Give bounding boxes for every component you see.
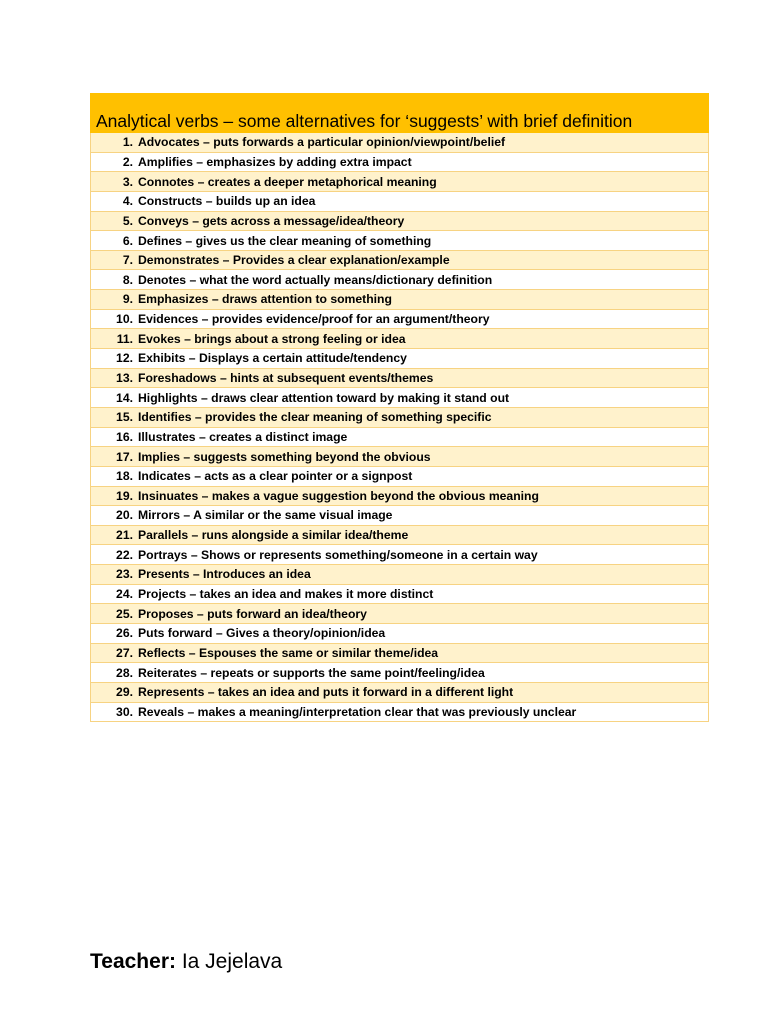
row-number: 8. [122, 272, 133, 287]
row-number: 23. [116, 567, 133, 582]
row-text: Defines – gives us the clear meaning of something [138, 233, 432, 248]
table-row [90, 506, 709, 526]
row-text: Proposes – puts forward an idea/theory [138, 606, 367, 621]
row-number: 15. [116, 410, 133, 425]
row-number: 16. [116, 429, 133, 444]
table-row [90, 408, 709, 428]
row-number: 7. [122, 253, 133, 268]
row-number: 3. [122, 174, 133, 189]
table-row [90, 192, 709, 212]
teacher-name: Ia Jejelava [181, 950, 283, 973]
row-number: 9. [122, 292, 133, 307]
row-text: Reveals – makes a meaning/interpretation clear that was previously unclear [138, 704, 577, 719]
row-text: Parallels – runs alongside a similar idea/theme [138, 528, 409, 543]
row-text: Illustrates – creates a distinct image [138, 429, 348, 444]
table-row [90, 310, 709, 330]
table-row [90, 251, 709, 271]
table-row [90, 526, 709, 546]
table-row [90, 644, 709, 664]
row-text: Denotes – what the word actually means/dictionary definition [138, 272, 493, 287]
row-number: 27. [116, 645, 133, 660]
row-text: Implies – suggests something beyond the obvious [138, 449, 431, 464]
table-row [90, 545, 709, 565]
row-text: Indicates – acts as a clear pointer or a signpost [138, 469, 413, 484]
row-text: Presents – Introduces an idea [138, 567, 311, 582]
teacher-line [90, 950, 282, 974]
table-row [90, 133, 709, 153]
row-text: Exhibits – Displays a certain attitude/tendency [138, 351, 407, 366]
table-row [90, 683, 709, 703]
row-text: Reiterates – repeats or supports the same point/feeling/idea [138, 665, 485, 680]
row-number: 20. [116, 508, 133, 523]
row-number: 25. [116, 606, 133, 621]
row-number: 19. [116, 488, 133, 503]
row-number: 30. [116, 704, 133, 719]
row-text: Evokes – brings about a strong feeling or idea [138, 331, 406, 346]
teacher-label: Teacher: [90, 950, 176, 973]
table-row [90, 604, 709, 624]
table-row [90, 270, 709, 290]
row-text: Projects – takes an idea and makes it more distinct [138, 587, 434, 602]
table-row [90, 369, 709, 389]
row-number: 28. [116, 665, 133, 680]
row-text: Demonstrates – Provides a clear explanation/example [138, 253, 450, 268]
row-text: Emphasizes – draws attention to something [138, 292, 392, 307]
row-text: Insinuates – makes a vague suggestion beyond the obvious meaning [138, 488, 539, 503]
row-number: 22. [116, 547, 133, 562]
row-text: Connotes – creates a deeper metaphorical meaning [138, 174, 437, 189]
table-row [90, 624, 709, 644]
row-number: 6. [122, 233, 133, 248]
table-row [90, 231, 709, 251]
row-number: 10. [116, 312, 133, 327]
row-number: 2. [122, 154, 133, 169]
table-row [90, 703, 709, 723]
table-row [90, 153, 709, 173]
row-number: 12. [116, 351, 133, 366]
row-number: 17. [116, 449, 133, 464]
row-number: 26. [116, 626, 133, 641]
row-text: Advocates – puts forwards a particular opinion/viewpoint/belief [138, 135, 506, 150]
table-row [90, 663, 709, 683]
row-number: 13. [116, 371, 133, 385]
table-row [90, 428, 709, 448]
row-text: Identifies – provides the clear meaning of something specific [138, 410, 492, 425]
table-row [90, 172, 709, 192]
row-text: Highlights – draws clear attention toward by making it stand out [138, 390, 510, 405]
row-number: 21. [116, 528, 133, 543]
table-row [90, 329, 709, 349]
row-text: Conveys – gets across a message/idea/theory [138, 213, 405, 228]
table-row [90, 467, 709, 487]
row-number: 1. [122, 135, 133, 150]
row-number: 24. [116, 587, 133, 602]
row-number: 29. [116, 685, 133, 700]
table-row [90, 388, 709, 408]
row-number: 18. [116, 469, 133, 484]
row-text: Reflects – Espouses the same or similar theme/idea [138, 645, 439, 660]
table-row [90, 349, 709, 369]
table-title: Analytical verbs – some alternatives for ‘suggests’ with brief definition [90, 93, 709, 133]
table-row [90, 585, 709, 605]
row-text: Amplifies – emphasizes by adding extra impact [138, 154, 412, 169]
row-text: Mirrors – A similar or the same visual image [138, 508, 393, 523]
row-number: 11. [116, 331, 133, 346]
table-row [90, 290, 709, 310]
table-row [90, 447, 709, 467]
row-text: Foreshadows – hints at subsequent events/themes [138, 371, 434, 385]
table-row [90, 565, 709, 585]
row-text: Portrays – Shows or represents something/someone in a certain way [138, 547, 538, 562]
row-text: Represents – takes an idea and puts it forward in a different light [138, 685, 514, 700]
table-row [90, 487, 709, 507]
row-text: Constructs – builds up an idea [138, 194, 316, 209]
table-row [90, 212, 709, 232]
row-text: Puts forward – Gives a theory/opinion/idea [138, 626, 386, 641]
row-number: 5. [122, 213, 133, 228]
row-number: 14. [116, 390, 133, 405]
row-text: Evidences – provides evidence/proof for an argument/theory [138, 312, 490, 327]
row-number: 4. [122, 194, 133, 209]
verbs-table [90, 93, 709, 722]
table-body [90, 133, 709, 722]
